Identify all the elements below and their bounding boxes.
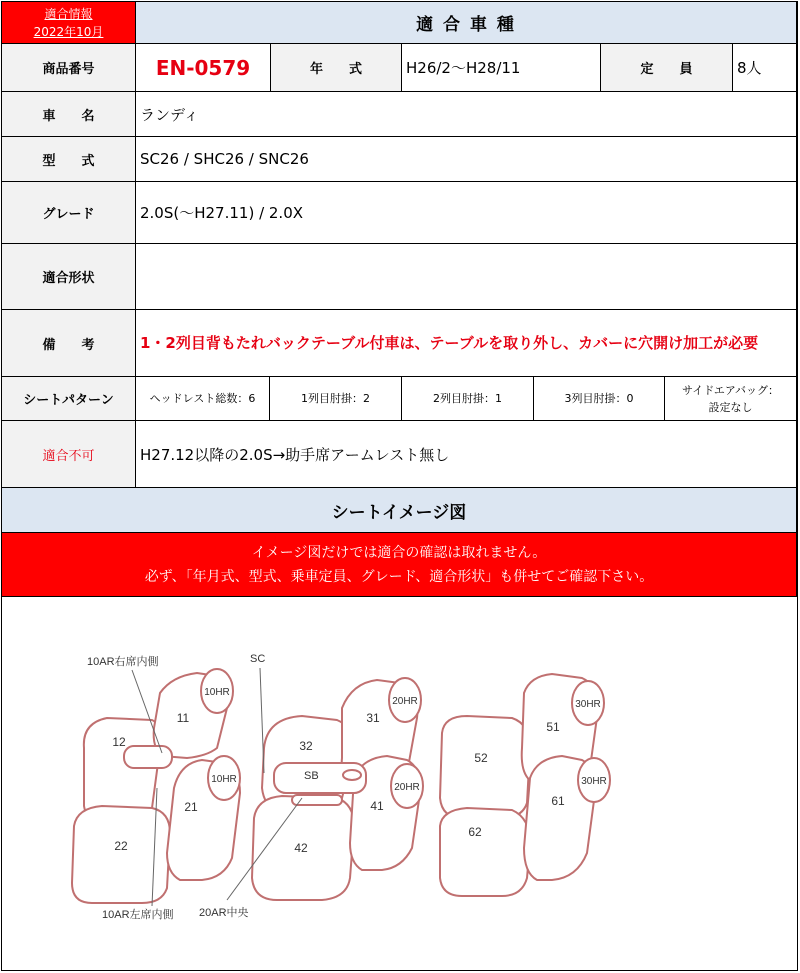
header-title: 適 合 車 種 [136, 2, 797, 44]
seat-label-41: 41 [370, 799, 384, 813]
seat-label-61: 61 [551, 794, 565, 808]
incompatible-label: 適合不可 [2, 421, 136, 488]
seat-label-32: 32 [299, 739, 313, 753]
label-sb: SB [304, 770, 319, 782]
capacity-label: 定 員 [601, 44, 733, 92]
seat-label-12: 12 [112, 735, 126, 749]
seat-label-21: 21 [184, 800, 198, 814]
fitment-sheet [1, 1, 798, 971]
seat-diagram [2, 598, 797, 970]
headrest-label-20hr-top: 20HR [392, 696, 418, 707]
headrest-total: ヘッドレスト総数：6 [136, 377, 270, 421]
remarks-label: 備 考 [2, 310, 136, 377]
fitment-info-badge [2, 2, 136, 44]
sb-knob-shape [343, 770, 361, 780]
headrest-label-20hr-lower: 20HR [394, 782, 420, 793]
shape-value [136, 244, 797, 310]
headrest-label-10hr-top: 10HR [204, 687, 230, 698]
seat-label-42: 42 [294, 841, 308, 855]
model-label: 型 式 [2, 137, 136, 182]
grade-value: 2.0S(～H27.11) / 2.0X [136, 182, 797, 244]
badge-title: 適合情報 [44, 6, 93, 21]
armrest-right-shape [124, 746, 172, 768]
seat-pattern-label: シートパターン [2, 377, 136, 421]
seat-52-shape [440, 716, 530, 818]
notice-line-2: 必ず、「年月式、型式、乗車定員、グレード、適合形状」も併せてご確認下さい。 [144, 568, 654, 585]
capacity-value: 8人 [733, 44, 797, 92]
headrest-label-30hr-lower: 30HR [581, 776, 607, 787]
headrest-label-10hr-lower: 10HR [211, 774, 237, 785]
image-section-title: シートイメージ図 [2, 488, 797, 533]
year-label: 年 式 [271, 44, 402, 92]
remarks-value: 1・2列目背もたれバックテーブル付車は、テーブルを取り外し、カバーに穴開け加工が必要 [136, 310, 797, 377]
seat-label-51: 51 [546, 720, 560, 734]
label-10ar-left: 10AR左席内側 [102, 909, 174, 921]
row1-armrest: 1列目肘掛：2 [270, 377, 402, 421]
row3-armrest: 3列目肘掛：0 [534, 377, 665, 421]
seat-label-52: 52 [474, 751, 488, 765]
shape-label: 適合形状 [2, 244, 136, 310]
side-airbag-label: サイドエアバッグ： [682, 383, 779, 397]
label-20ar-center: 20AR中央 [199, 907, 249, 919]
label-10ar-right: 10AR右席内側 [87, 656, 159, 668]
seat-label-22: 22 [114, 839, 128, 853]
row2-armrest: 2列目肘掛：1 [402, 377, 534, 421]
side-airbag-value: 設定なし [708, 400, 753, 414]
side-airbag [665, 377, 797, 421]
car-name-value: ランディ [136, 92, 797, 137]
model-value: SC26 / SHC26 / SNC26 [136, 137, 797, 182]
notice-banner [2, 533, 797, 597]
product-number: EN-0579 [136, 44, 271, 92]
notice-line-1: イメージ図だけでは適合の確認は取れません。 [251, 544, 547, 561]
year-value: H26/2～H28/11 [402, 44, 601, 92]
badge-date: 2022年10月 [33, 24, 104, 39]
grade-label: グレード [2, 182, 136, 244]
seat-62-shape [440, 808, 530, 896]
armrest-center-shape [292, 795, 342, 805]
headrest-label-30hr-top: 30HR [575, 699, 601, 710]
seat-label-31: 31 [366, 711, 380, 725]
label-sc: SC [250, 653, 266, 665]
product-label: 商品番号 [2, 44, 136, 92]
seat-label-62: 62 [468, 825, 482, 839]
incompatible-value: H27.12以降の2.0S→助手席アームレスト無し [136, 421, 797, 488]
seat-label-11: 11 [176, 711, 190, 725]
car-name-label: 車 名 [2, 92, 136, 137]
